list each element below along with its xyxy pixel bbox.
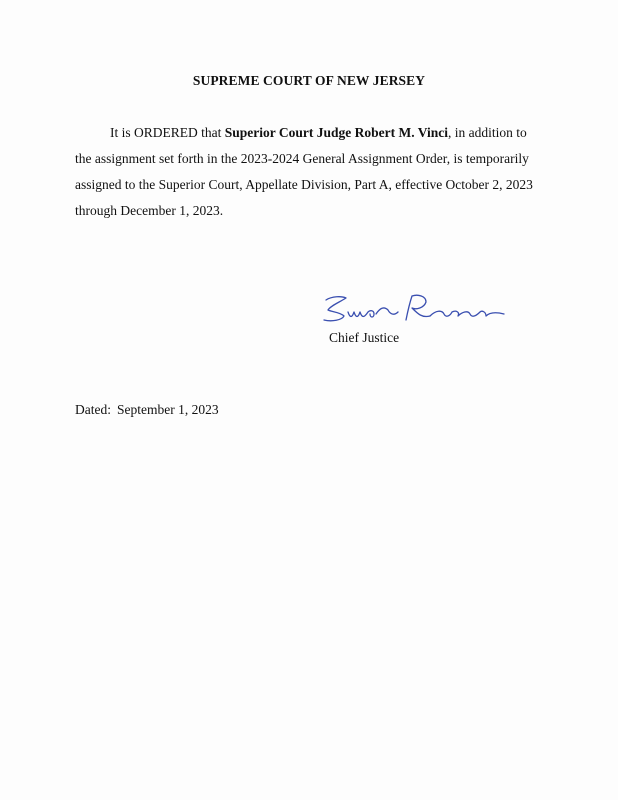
order-paragraph (75, 120, 553, 224)
dated-label: Dated: (75, 402, 111, 417)
order-line-3: assigned to the Superior Court, Appellate Division, Part A, effective October 2, 2023 (75, 177, 533, 192)
signature-title: Chief Justice (329, 330, 400, 345)
order-line-4: through December 1, 2023. (75, 203, 224, 218)
order-line-2: the assignment set forth in the 2023-2024 General Assignment Order, is temporarily (75, 151, 529, 166)
chief-justice-signature (318, 290, 518, 330)
order-line-1 (75, 120, 553, 146)
court-title: SUPREME COURT OF NEW JERSEY (192, 73, 426, 88)
order-intro: It is ORDERED that (110, 125, 225, 140)
dated-value: September 1, 2023 (117, 402, 219, 417)
dated-line (75, 402, 219, 418)
order-line-1-rest: , in addition to (448, 125, 527, 140)
judge-name: Superior Court Judge Robert M. Vinci (224, 125, 448, 140)
